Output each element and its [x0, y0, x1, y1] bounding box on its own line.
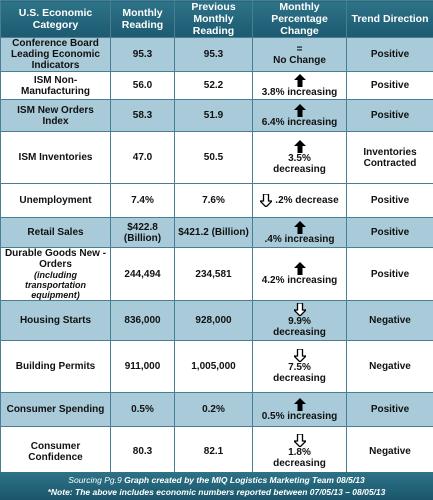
change-text: .2% decrease: [275, 195, 339, 206]
change-cell: [253, 132, 347, 184]
table-row: [1, 248, 433, 301]
arrow-down-hollow-icon: [294, 303, 306, 316]
source-prefix: Sourcing Pg.9: [68, 475, 122, 485]
header-previous: Previous Monthly Reading: [175, 1, 253, 38]
trend-cell: Positive: [347, 38, 433, 72]
previous-cell: 0.2%: [175, 393, 253, 427]
change-cell: [253, 100, 347, 132]
category-cell: Consumer Spending: [1, 393, 111, 427]
category-cell: Retail Sales: [1, 218, 111, 248]
change-cell: [253, 393, 347, 427]
trend-cell: Negative: [347, 341, 433, 393]
source-main: Graph created by the MIQ Logistics Marketing Team 08/5/13: [124, 475, 365, 485]
footer-note: [0, 472, 433, 500]
previous-cell: 82.1: [175, 427, 253, 477]
category-cell: [1, 248, 111, 301]
table-row: [1, 38, 433, 72]
arrow-up-icon: [294, 398, 306, 411]
previous-cell: 52.2: [175, 72, 253, 100]
category-text: Durable Goods New -Orders: [4, 248, 107, 270]
change-cell: [253, 38, 347, 72]
arrow-down-hollow-icon: [260, 194, 272, 207]
table-row: [1, 393, 433, 427]
previous-cell: 50.5: [175, 132, 253, 184]
arrow-up-icon: [294, 74, 306, 87]
change-text: 6.4% increasing: [261, 116, 338, 128]
note-line: *Note: The above includes economic numbers reported between 07/05/13 – 08/05/13: [47, 487, 386, 497]
trend-cell: Inventories Contracted: [347, 132, 433, 184]
change-cell: [253, 427, 347, 477]
trend-cell: Positive: [347, 184, 433, 218]
arrow-up-icon: [294, 221, 306, 234]
arrow-up-icon: [294, 104, 306, 117]
category-cell: Unemployment: [1, 184, 111, 218]
trend-cell: Positive: [347, 393, 433, 427]
header-pct-change: Monthly Percentage Change: [253, 1, 347, 38]
arrow-up-icon: [294, 140, 306, 153]
arrow-up-icon: [294, 262, 306, 275]
category-cell: ISM Non-Manufacturing: [1, 72, 111, 100]
monthly-cell: 0.5%: [111, 393, 175, 427]
change-text: 3.8% increasing: [261, 86, 338, 98]
category-subtext: (including transportation equipment): [24, 270, 86, 300]
source-line: [0, 474, 433, 486]
arrow-down-hollow-icon: [294, 434, 306, 447]
trend-cell: Negative: [347, 301, 433, 341]
table-row: [1, 301, 433, 341]
header-category: U.S. Economic Category: [1, 1, 111, 38]
trend-cell: Positive: [347, 72, 433, 100]
table-row: [1, 341, 433, 393]
previous-cell: 928,000: [175, 301, 253, 341]
monthly-cell: 58.3: [111, 100, 175, 132]
header-monthly: Monthly Reading: [111, 1, 175, 38]
monthly-cell: 911,000: [111, 341, 175, 393]
category-cell: ISM Inventories: [1, 132, 111, 184]
header-trend: Trend Direction: [347, 1, 433, 38]
monthly-cell: 836,000: [111, 301, 175, 341]
table-row: [1, 184, 433, 218]
monthly-cell: 56.0: [111, 72, 175, 100]
equals-sign: =: [296, 43, 303, 55]
table-row: [1, 72, 433, 100]
category-cell: Building Permits: [1, 341, 111, 393]
trend-cell: Positive: [347, 218, 433, 248]
change-text: 0.5% increasing: [261, 410, 338, 422]
table-row: [1, 427, 433, 477]
change-text: 9.9% decreasing: [273, 316, 326, 338]
change-text: 7.5% decreasing: [273, 362, 326, 384]
monthly-cell: 47.0: [111, 132, 175, 184]
change-text: .4% increasing: [264, 233, 335, 245]
previous-cell: 234,581: [175, 248, 253, 301]
change-cell: [253, 72, 347, 100]
previous-cell: 95.3: [175, 38, 253, 72]
change-text: 4.2% increasing: [261, 275, 338, 286]
trend-cell: Positive: [347, 248, 433, 301]
change-text: 1.8% decreasing: [273, 447, 326, 469]
change-text: 3.5% decreasing: [273, 153, 326, 175]
arrow-down-hollow-icon: [294, 349, 306, 362]
table-row: [1, 100, 433, 132]
change-cell: [253, 248, 347, 301]
category-cell: ISM New Orders Index: [1, 100, 111, 132]
table-row: [1, 218, 433, 248]
change-text: No Change: [273, 54, 326, 66]
change-cell: [253, 184, 347, 218]
previous-cell: $421.2 (Billion): [175, 218, 253, 248]
category-cell: Housing Starts: [1, 301, 111, 341]
table-row: [1, 132, 433, 184]
change-cell: [253, 218, 347, 248]
header-row: [1, 1, 433, 38]
previous-cell: 7.6%: [175, 184, 253, 218]
change-cell: [253, 341, 347, 393]
category-cell: Consumer Confidence: [1, 427, 111, 477]
monthly-cell: 7.4%: [111, 184, 175, 218]
previous-cell: 51.9: [175, 100, 253, 132]
trend-cell: Negative: [347, 427, 433, 477]
previous-cell: 1,005,000: [175, 341, 253, 393]
trend-cell: Positive: [347, 100, 433, 132]
monthly-cell: 80.3: [111, 427, 175, 477]
change-cell: [253, 301, 347, 341]
category-cell: Conference Board Leading Economic Indicators: [1, 38, 111, 72]
monthly-cell: 244,494: [111, 248, 175, 301]
monthly-cell: $422.8 (Billion): [111, 218, 175, 248]
monthly-cell: 95.3: [111, 38, 175, 72]
